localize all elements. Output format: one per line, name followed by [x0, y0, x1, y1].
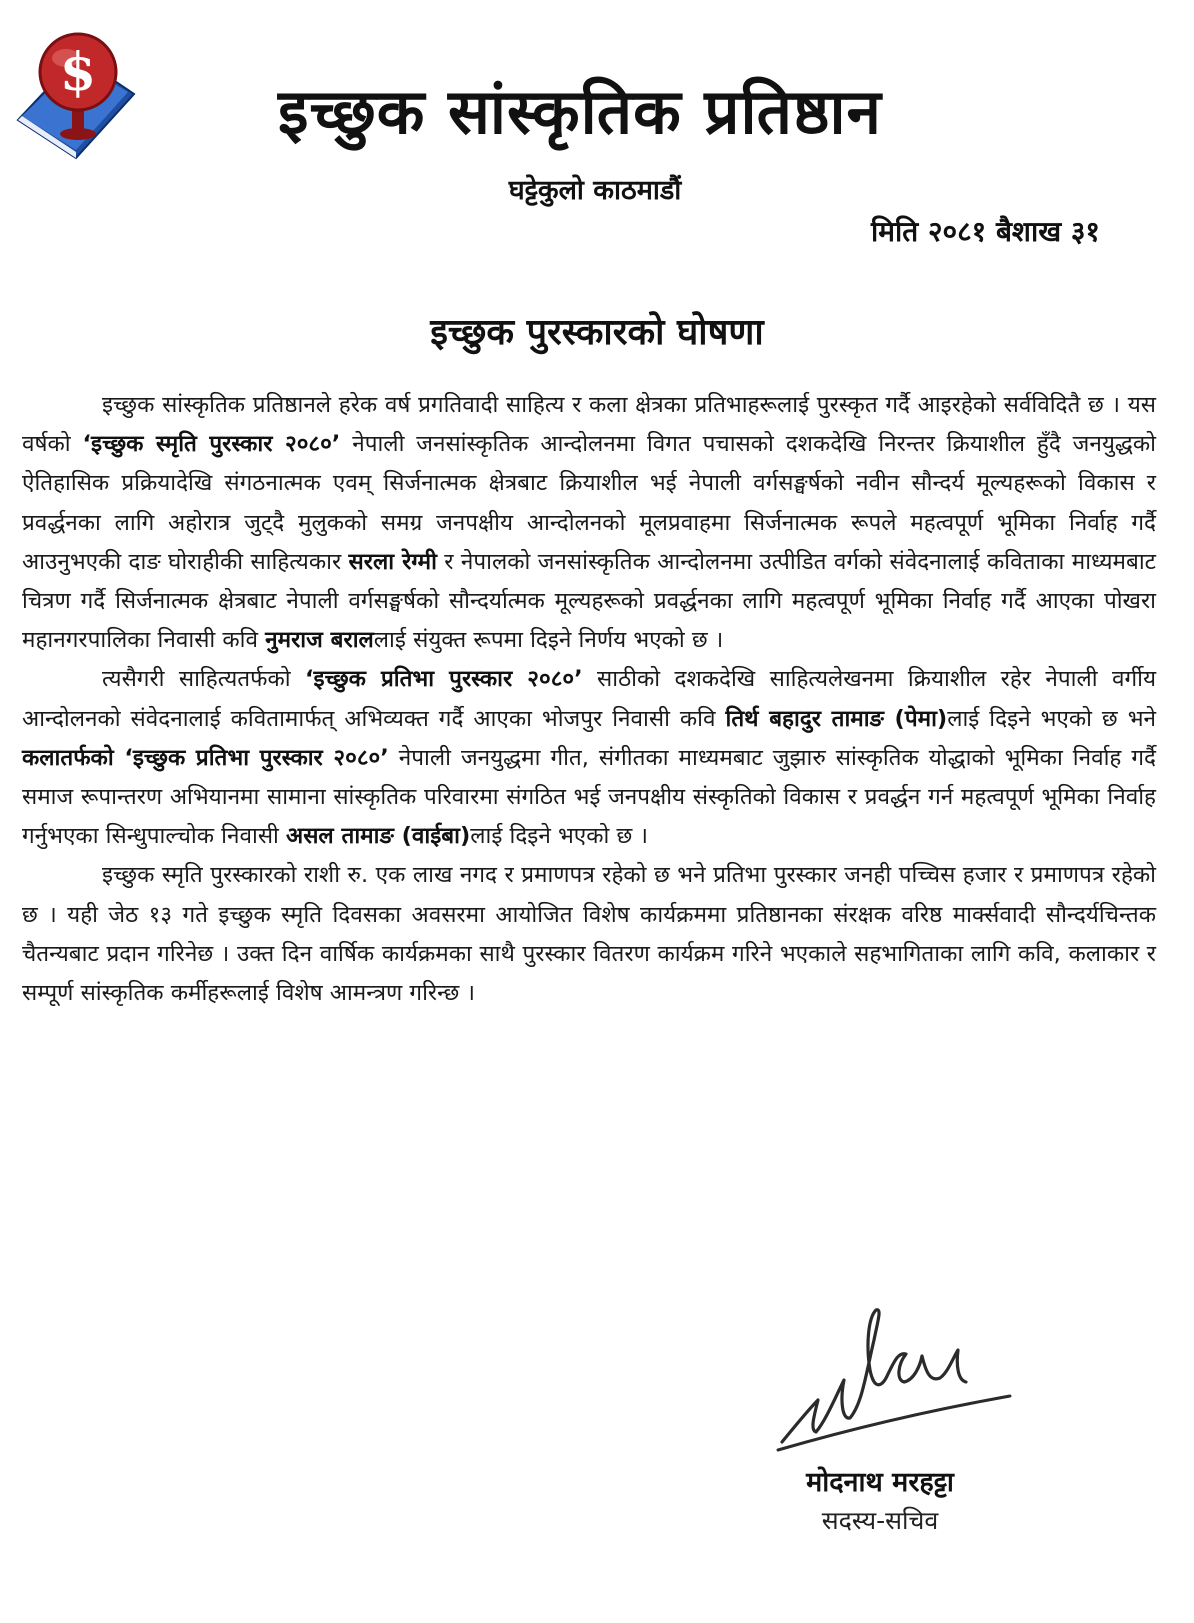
p3-text-1: इच्छुक स्मृति पुरस्कारको राशी रु. एक लाख नगद र प्रमाणपत्र रहेको छ भने प्रतिभा पुरस्कार जनही पच्चिस हजार र प्रमाणपत्र रहेको छ । यही जेठ १३ गते इच्छुक स्मृति दिवसका अवसरमा आयोजित विशेष कार्यक्रममा प्रतिष्ठानका संरक्षक वरिष्ठ मार्क्सवादी सौन्दर्यचिन्तक चैतन्यबाट प्रदान गरिनेछ । उक्त दिन वार्षिक कार्यक्रमका साथै पुरस्कार वितरण कार्यक्रम गरिने भएकाले सहभागिताका लागि कवि, कलाकार र सम्पूर्ण सांस्कृतिक कर्मीहरूलाई विशेष आमन्त्रण गरिन्छ । [22, 862, 1156, 1007]
paragraph-3 [22, 856, 1156, 1013]
p2-text-5: लाई दिइने भएको छ । [470, 823, 648, 850]
p1-text-4: लाई संयुक्त रूपमा दिइने निर्णय भएको छ । [373, 627, 724, 654]
p2-text-1: त्यसैगरी साहित्यतर्फको [102, 666, 305, 693]
document-title: इच्छुक पुरस्कारको घोषणा [430, 312, 764, 353]
organization-location: घट्टेकुलो काठमाडौं [508, 175, 682, 206]
p2-text-3: लाई दिइने भएको छ भने [947, 705, 1156, 732]
p1-award-name: ‘इच्छुक स्मृति पुरस्कार २०८०’ [82, 431, 341, 458]
paragraph-2 [22, 660, 1156, 856]
handwritten-signature [770, 1300, 1020, 1460]
p1-recipient-1: सरला रेग्मी [348, 548, 437, 575]
p2-award-name-arts: कलातर्फको ‘इच्छुक प्रतिभा पुरस्कार २०८०’ [22, 744, 389, 771]
signatory-name: मोदनाथ मरहट्टा [806, 1467, 954, 1498]
signatory-title: सदस्य-सचिव [821, 1506, 939, 1535]
paragraph-1 [22, 386, 1156, 660]
p1-text-1: इच्छुक सांस्कृतिक प्रतिष्ठानले हरेक वर्ष प्रगतिवादी साहित्य र कला क्षेत्रका प्रतिभाहरूलाई पुरस्कृत गर्दै आइरहेको सर्वविदितै छ । यस वर्षको [22, 392, 1156, 458]
p2-text-4: नेपाली जनयुद्धमा गीत, संगीतका माध्यमबाट जुझारु सांस्कृतिक योद्धाको भूमिका निर्वाह गर्दै समाज रूपान्तरण अभियानमा सामाना सांस्कृतिक परिवारमा संगठित भई जनपक्षीय संस्कृतिको विकास र प्रवर्द्धन गर्न महत्वपूर्ण भूमिका निर्वाह गर्नुभएका सिन्धुपाल्चोक निवासी [22, 744, 1156, 850]
p2-text-2: साठीको दशकदेखि साहित्यलेखनमा क्रियाशील रहेर नेपाली वर्गीय आन्दोलनको संवेदनालाई कवितामार्फत् अभिव्यक्त गर्दै आएका भोजपुर निवासी कवि [22, 666, 1157, 732]
p2-recipient-literature: तिर्थ बहादुर तामाङ (पेमा) [725, 705, 948, 732]
p2-award-name-literature: ‘इच्छुक प्रतिभा पुरस्कार २०८०’ [304, 666, 583, 693]
organization-logo [14, 22, 139, 162]
p1-text-3: र नेपालको जनसांस्कृतिक आन्दोलनमा उत्पीडित वर्गको संवेदनालाई कविताका माध्यमबाट चित्रण गर्दै सिर्जनात्मक क्षेत्रबाट नेपाली वर्गसङ्घर्षको सौन्दर्यात्मक मूल्यहरूको प्रवर्द्धनका लागि महत्वपूर्ण भूमिका निर्वाह गर्दै आएका पोखरा महानगरपालिका निवासी कवि [22, 548, 1156, 654]
document-body [22, 386, 1156, 1013]
organization-name: इच्छुक सांस्कृतिक प्रतिष्ठान [278, 75, 882, 148]
logo-dollar-glyph: $ [59, 42, 97, 103]
p2-recipient-arts: असल तामाङ (वाईबा) [286, 823, 471, 850]
p1-recipient-2: नुमराज बराल [265, 627, 374, 654]
p1-text-2: नेपाली जनसांस्कृतिक आन्दोलनमा विगत पचासको दशकदेखि निरन्तर क्रियाशील हुँदै जनयुद्धको ऐतिहासिक प्रक्रियादेखि संगठनात्मक एवम् सिर्जनात्मक क्षेत्रबाट क्रियाशील भई नेपाली वर्गसङ्घर्षको नवीन सौन्दर्य मूल्यहरूको विकास र प्रवर्द्धनका लागि अहोरात्र जुट्दै मुलुकको समग्र जनपक्षीय आन्दोलनको मूलप्रवाहमा सिर्जनात्मक रूपले महत्वपूर्ण भूमिका निर्वाह गर्दै आउनुभएकी दाङ घोराहीकी साहित्यकार [22, 431, 1156, 575]
document-date: मिति २०८१ बैशाख ३१ [871, 215, 1100, 248]
